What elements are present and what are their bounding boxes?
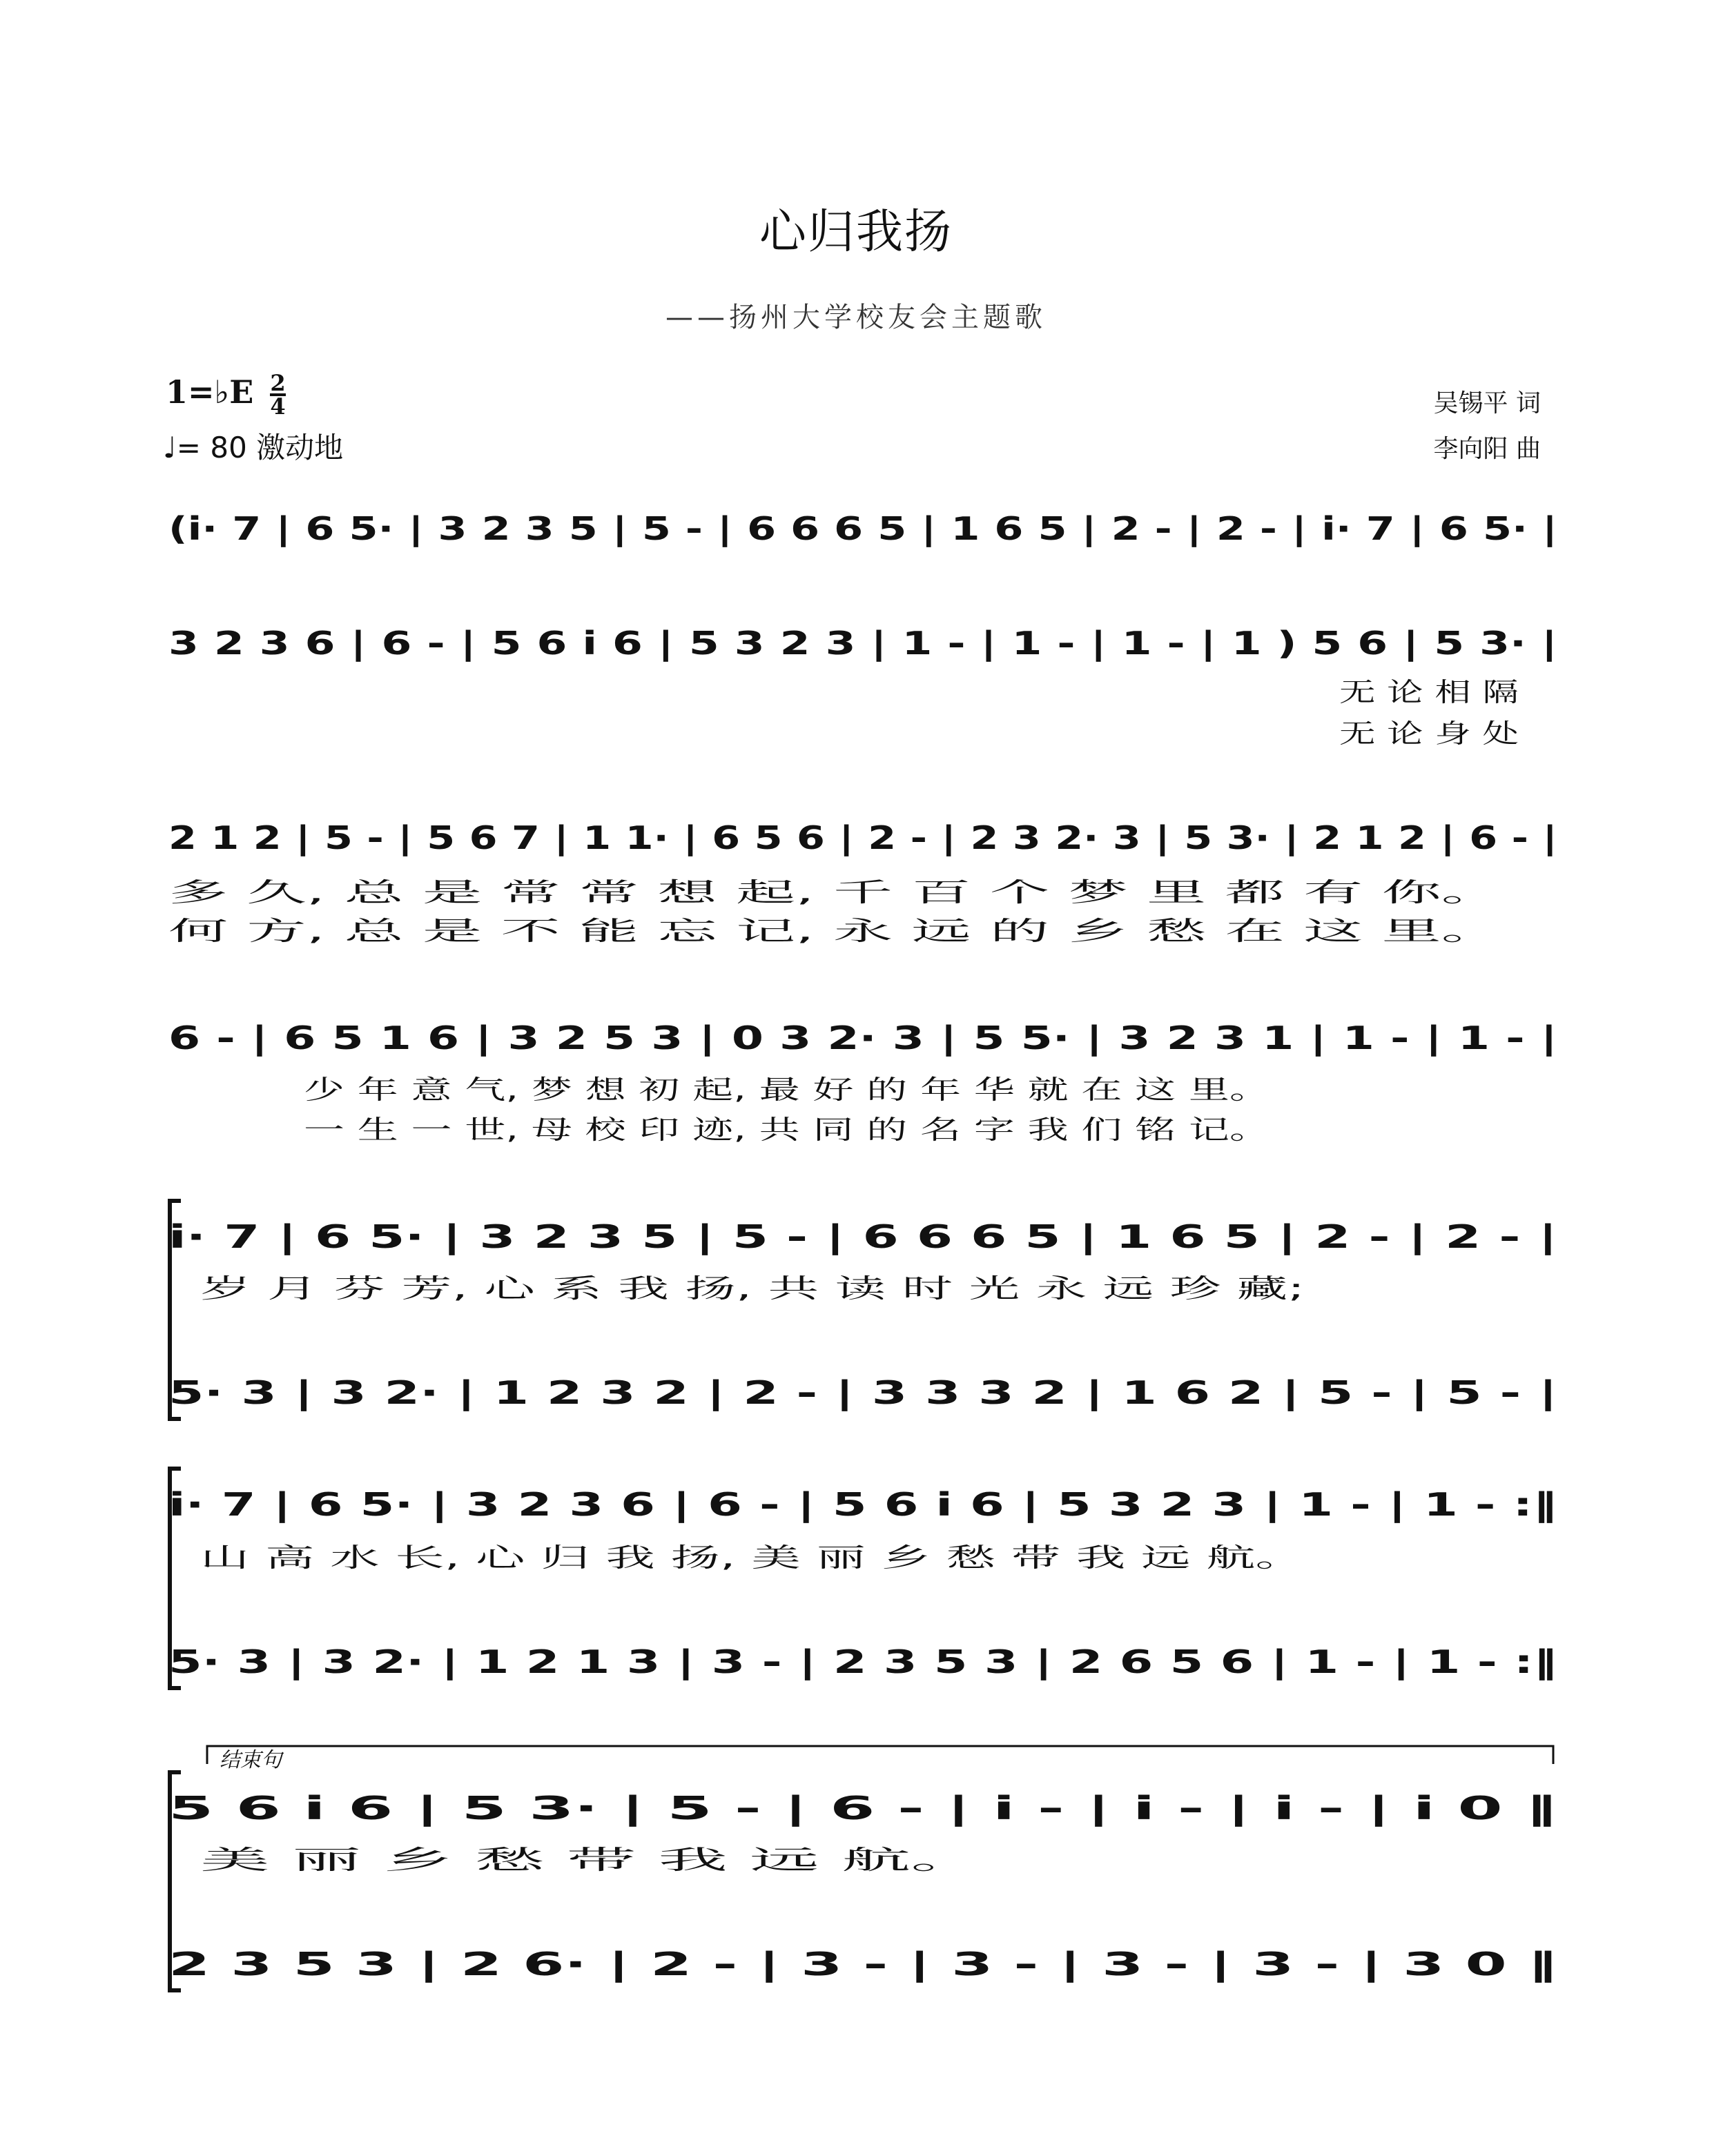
ending-bracket bbox=[207, 1746, 1553, 1764]
sys6-lower-notes: 5· 3 | 3 2· | 1 2 1 3 | 3 - | 2 3 5 3 | 2 6 5 6 | 1 - | 1 - :‖ bbox=[168, 1643, 1082, 1680]
time-sig-bottom: 4 bbox=[270, 393, 286, 420]
lyricist-credit: 吴锡平 词 bbox=[1433, 389, 1541, 418]
song-title: 心归我扬 bbox=[759, 205, 953, 259]
sys5-lyric: 岁 月 芬 芳, 心 系 我 扬, 共 读 时 光 永 远 珍 藏; bbox=[200, 1273, 1305, 1304]
sys2-notes: 3 2 3 6 | 6 - | 5 6 i 6 | 5 3 2 3 | 1 - | 1 - | 1 - | 1 ) 5 6 | 5 3· | bbox=[168, 625, 1181, 662]
sys4-lyric-1: 少 年 意 气, 梦 想 初 起, 最 好 的 年 华 就 在 这 里。 bbox=[304, 1075, 1270, 1105]
sys2-lyric-1: 无 论 相 隔 bbox=[1339, 677, 1519, 707]
sys3-lyric-2: 何 方, 总 是 不 能 忘 记, 永 远 的 乡 愁 在 这 里。 bbox=[168, 916, 1501, 946]
song-subtitle: ——扬州大学校友会主题歌 bbox=[665, 302, 1047, 333]
time-sig-top: 2 bbox=[270, 370, 286, 396]
sys6-upper-notes: i· 7 | 6 5· | 3 2 3 6 | 6 - | 5 6 i 6 | 5 3 2 3 | 1 - | 1 - :‖ bbox=[168, 1486, 1060, 1523]
sys3-lyric-1: 多 久, 总 是 常 常 想 起, 千 百 个 梦 里 都 有 你。 bbox=[168, 877, 1501, 908]
sys5-lower-notes: 5· 3 | 3 2· | 1 2 3 2 | 2 - | 3 3 3 2 | 1 6 2 | 5 - | 5 - | bbox=[168, 1374, 1033, 1411]
sys4-notes: 6 - | 6 5 1 6 | 3 2 5 3 | 0 3 2· 3 | 5 5· | 3 2 3 1 | 1 - | 1 - | bbox=[168, 1019, 1132, 1057]
sys3-notes: 2 1 2 | 5 - | 5 6 7 | 1 1· | 6 5 6 | 2 - | 2 3 2· 3 | 5 3· | 2 1 2 | 6 - | bbox=[168, 819, 1256, 856]
ending-label: 结束句 bbox=[220, 1748, 282, 1772]
sys5-upper-notes: i· 7 | 6 5· | 3 2 3 5 | 5 - | 6 6 6 5 | 1 6 5 | 2 - | 2 - | bbox=[168, 1218, 1021, 1255]
sys2-lyric-2: 无 论 身 处 bbox=[1339, 718, 1519, 749]
key-label: 1=♭E bbox=[166, 373, 254, 411]
composer-credit: 李向阳 曲 bbox=[1433, 435, 1541, 463]
sys6-lyric: 山 高 水 长, 心 归 我 扬, 美 丽 乡 愁 带 我 远 航。 bbox=[200, 1542, 1305, 1573]
sys7-lower-notes: 2 3 5 3 | 2 6· | 2 - | 3 - | 3 - | 3 - | 3 - | 3 0 ‖ bbox=[168, 1946, 907, 1983]
sys1-notes: (i· 7 | 6 5· | 3 2 3 5 | 5 - | 6 6 6 5 | 1 6 5 | 2 - | 2 - | i· 7 | 6 5· | bbox=[168, 510, 1227, 547]
sys4-lyric-2: 一 生 一 世, 母 校 印 迹, 共 同 的 名 字 我 们 铭 记。 bbox=[304, 1115, 1270, 1145]
sys7-lyric: 美 丽 乡 愁 带 我 远 航。 bbox=[200, 1845, 980, 1875]
sys7-upper-notes: 5 6 i 6 | 5 3· | 5 - | 6 - | i - | i - | i - | i 0 ‖ bbox=[168, 1790, 851, 1827]
tempo-marking: ♩= 80 激动地 bbox=[163, 431, 344, 464]
